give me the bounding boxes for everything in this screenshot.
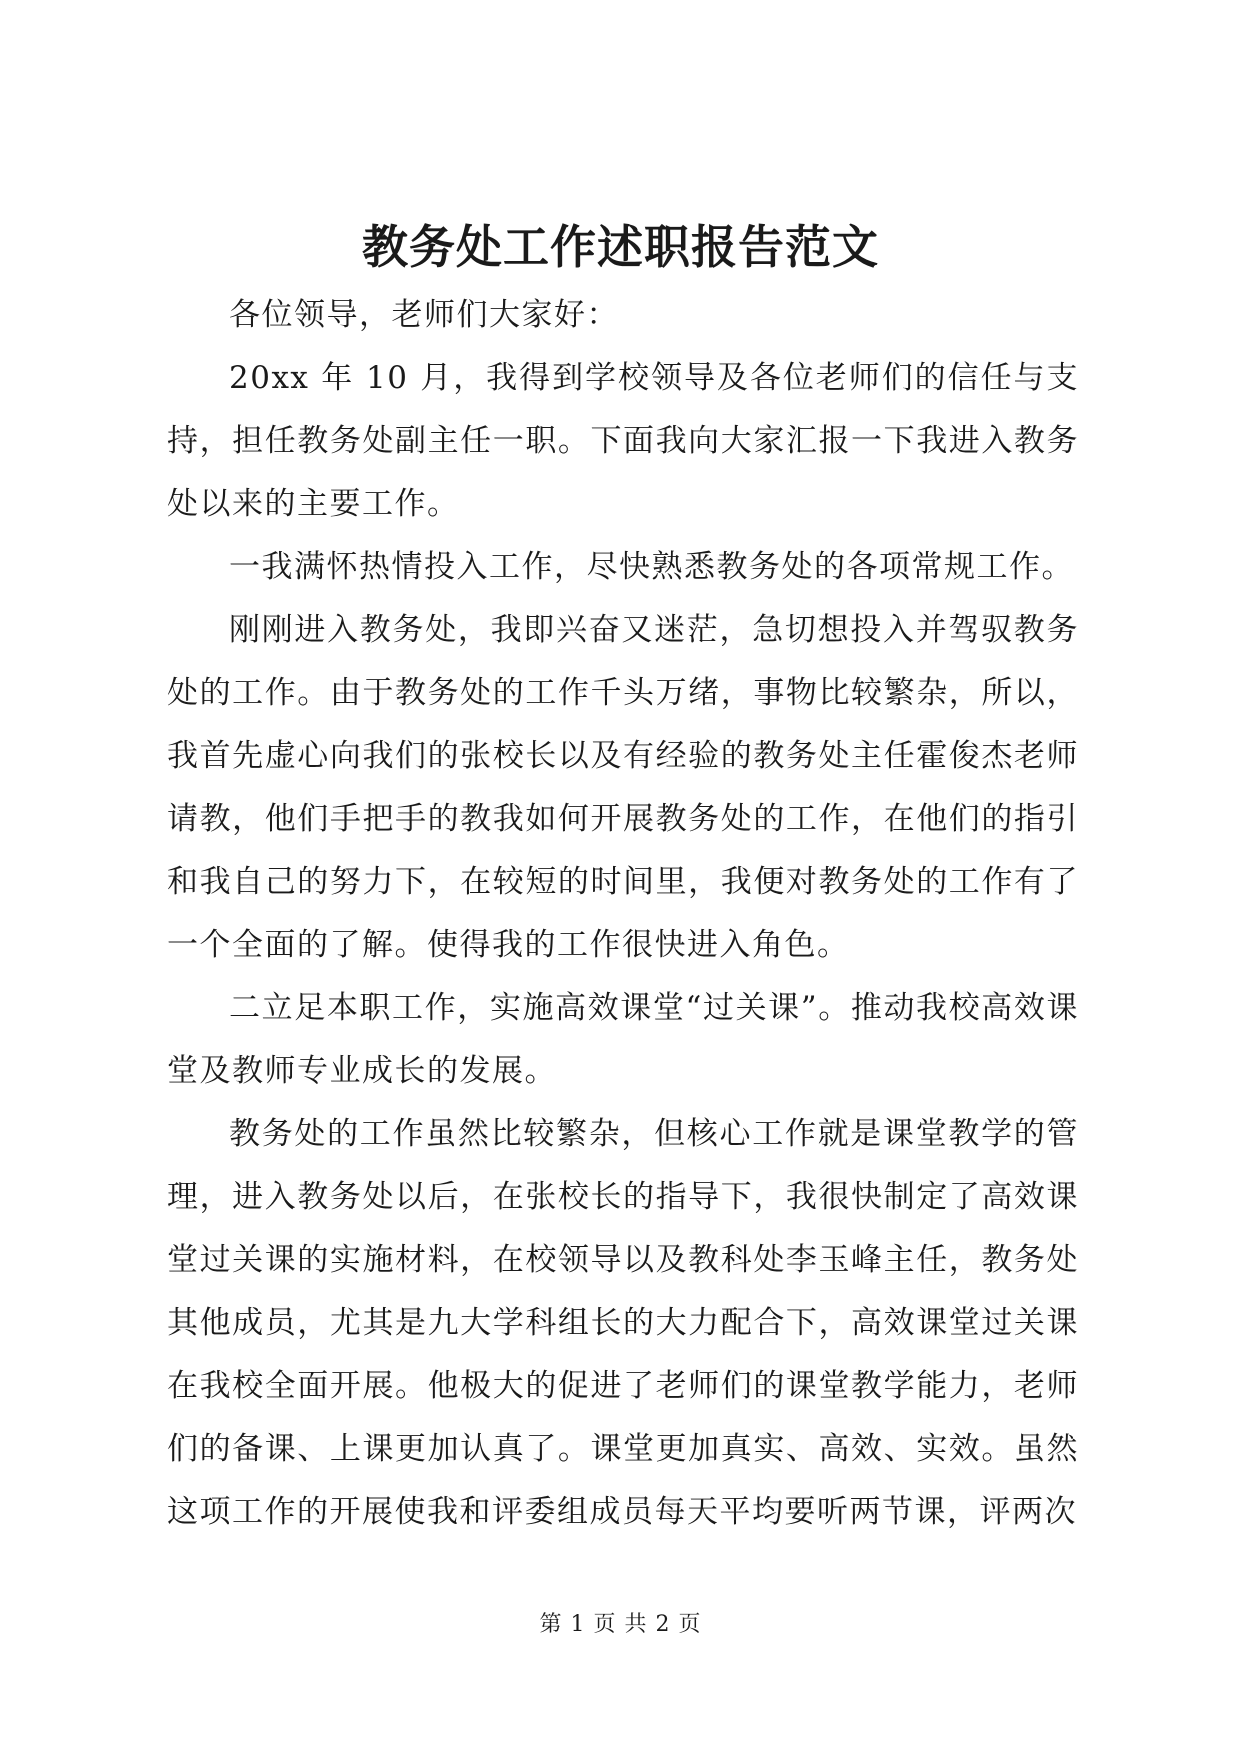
paragraph-intro: 20xx 年 10 月，我得到学校领导及各位老师们的信任与支持，担任教务处副主任一职。下面我向大家汇报一下我进入教务处以来的主要工作。 [167, 360, 1079, 522]
paragraph-heading-two: 二立足本职工作，实施高效课堂“过关课”。推动我校高效课堂及教师专业成长的发展。 [167, 990, 1079, 1089]
paragraph-body-one: 刚刚进入教务处，我即兴奋又迷茫，急切想投入并驾驭教务处的工作。由于教务处的工作千头万绪，事物比较繁杂，所以，我首先虚心向我们的张校长以及有经验的教务处主任霍俊杰老师请教，他们手把手的教我如何开展教务处的工作，在他们的指引和我自己的努力下，在较短的时间里，我便对教务处的工作有了一个全面的了解。使得我的工作很快进入角色。 [167, 612, 1079, 963]
paragraph-body-two: 教务处的工作虽然比较繁杂，但核心工作就是课堂教学的管理，进入教务处以后，在张校长的指导下，我很快制定了高效课堂过关课的实施材料，在校领导以及教科处李玉峰主任，教务处其他成员，尤其是九大学科组长的大力配合下，高效课堂过关课在我校全面开展。他极大的促进了老师们的课堂教学能力，老师们的备课、上课更加认真了。课堂更加真实、高效、实效。虽然这项工作的开展使我和评委组成员每天平均要听两节课，评两次 [167, 1116, 1079, 1530]
document-body [167, 284, 1079, 1544]
paragraph-greeting: 各位领导，老师们大家好： [229, 297, 619, 333]
page-number-footer: 第 1 页 共 2 页 [539, 1612, 702, 1637]
paragraph-heading-one: 一我满怀热情投入工作，尽快熟悉教务处的各项常规工作。 [229, 549, 1074, 585]
document-title: 教务处工作述职报告范文 [362, 220, 879, 274]
